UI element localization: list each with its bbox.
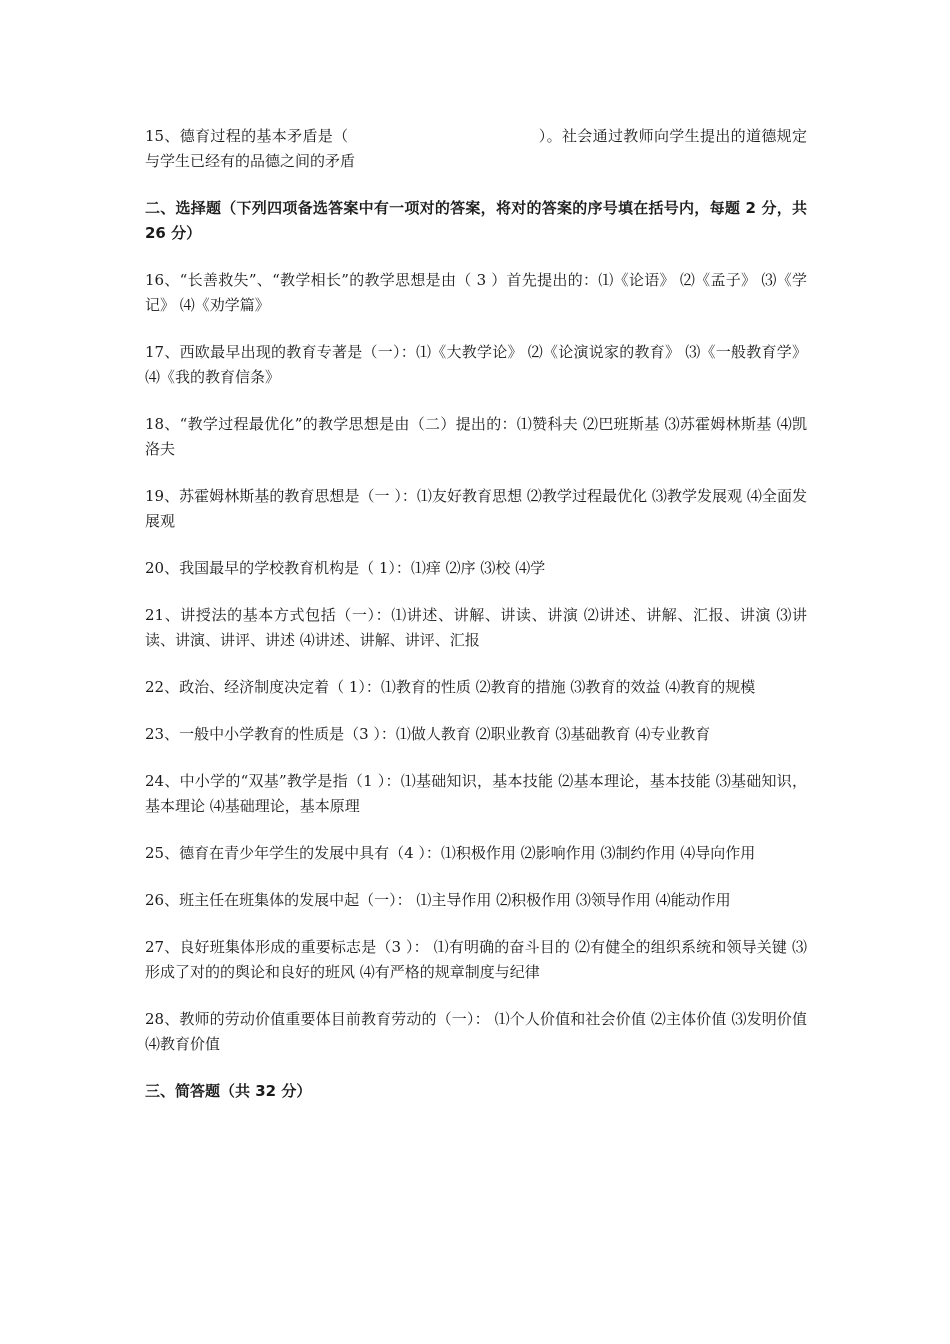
question-17: 17、西欧最早出现的教育专著是（一）：⑴《大教学论》 ⑵《论演说家的教育》 ⑶《一般教育学》 ⑷《我的教育信条》: [145, 343, 807, 386]
question-25: 25、德育在青少年学生的发展中具有（4 ）：⑴积极作用 ⑵影响作用 ⑶制约作用 ⑷导向作用: [145, 844, 756, 862]
question-16: 16、“长善救失”、“教学相长”的教学思想是由（ 3 ）首先提出的：⑴《论语》 ⑵《孟子》 ⑶《学记》 ⑷《劝学篇》: [145, 271, 807, 314]
question-26: 26、班主任在班集体的发展中起（一）： ⑴主导作用 ⑵积极作用 ⑶领导作用 ⑷能动作用: [145, 891, 731, 909]
question-21: 21、讲授法的基本方式包括（一）：⑴讲述、讲解、讲读、讲演 ⑵讲述、讲解、汇报、讲演 ⑶讲读、讲演、讲评、讲述 ⑷讲述、讲解、讲评、汇报: [145, 606, 807, 649]
question-15-prefix: 15、德育过程的基本矛盾是（: [145, 127, 349, 145]
question-23: 23、一般中小学教育的性质是（3 ）：⑴做人教育 ⑵职业教育 ⑶基础教育 ⑷专业教育: [145, 725, 711, 743]
document-page: [145, 124, 807, 1126]
question-15-suffix: ）。社会通过教师向学生提出的道德规定与学生已经有的品德之间的矛盾: [145, 127, 807, 170]
question-24: 24、中小学的“双基”教学是指（1 ）：⑴基础知识，基本技能 ⑵基本理论，基本技能 ⑶基础知识，基本理论 ⑷基础理论，基本原理: [145, 772, 807, 815]
question-28: 28、教师的劳动价值重要体目前教育劳动的（一）： ⑴个人价值和社会价值 ⑵主体价值 ⑶发明价值 ⑷教育价值: [145, 1010, 807, 1053]
question-15: [145, 124, 807, 174]
question-27: 27、良好班集体形成的重要标志是（3 ）： ⑴有明确的奋斗目的 ⑵有健全的组织系统和领导关键 ⑶形成了对的的舆论和良好的班风 ⑷有严格的规章制度与纪律: [145, 938, 807, 981]
question-22: 22、政治、经济制度决定着（ 1）：⑴教育的性质 ⑵教育的措施 ⑶教育的效益 ⑷教育的规模: [145, 678, 756, 696]
section-heading-short-answer: 三、简答题（共 32 分）: [145, 1082, 312, 1100]
question-19: 19、苏霍姆林斯基的教育思想是（一 ）：⑴友好教育思想 ⑵教学过程最优化 ⑶教学发展观 ⑷全面发展观: [145, 487, 807, 530]
question-18: 18、“教学过程最优化”的教学思想是由（二）提出的：⑴赞科夫 ⑵巴班斯基 ⑶苏霍姆林斯基 ⑷凯洛夫: [145, 415, 807, 458]
question-20: 20、我国最早的学校教育机构是（ 1）：⑴痒 ⑵序 ⑶校 ⑷学: [145, 559, 546, 577]
section-heading-choice: 二、选择题（下列四项备选答案中有一项对的答案，将对的答案的序号填在括号内，每题 2 分，共 26 分）: [145, 199, 807, 242]
